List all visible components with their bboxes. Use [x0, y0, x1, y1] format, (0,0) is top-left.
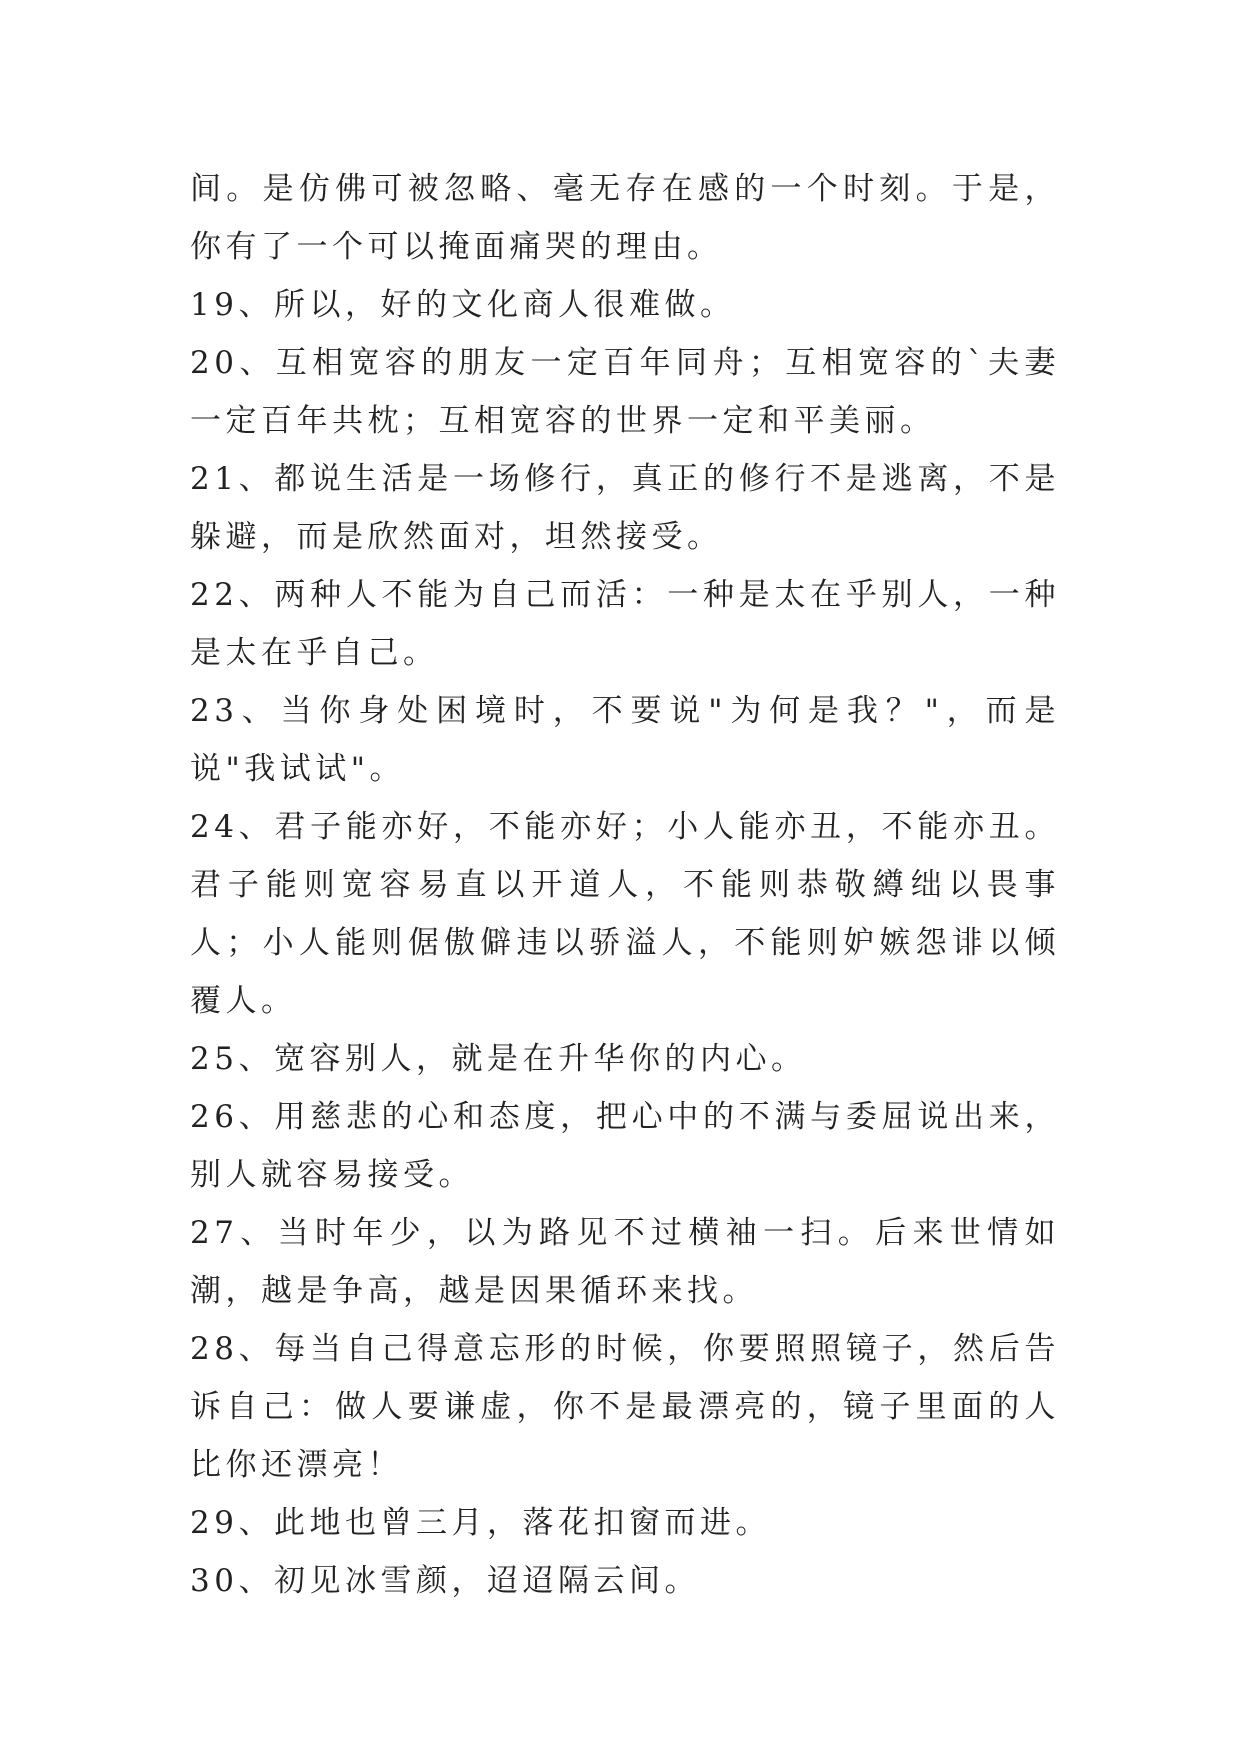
paragraph-29: 29、此地也曾三月，落花扣窗而进。: [190, 1505, 771, 1541]
paragraph-22: 22、两种人不能为自己而活：一种是太在乎别人，一种是太在乎自己。: [190, 577, 1060, 671]
paragraph-19: 19、所以，好的文化商人很难做。: [190, 287, 736, 323]
paragraph-23: 23、当你身处困境时，不要说"为何是我？"，而是说"我试试"。: [190, 693, 1060, 787]
paragraph-28: 28、每当自己得意忘形的时候，你要照照镜子，然后告诉自己：做人要谦虚，你不是最漂亮的，镜子里面的人比你还漂亮！: [190, 1331, 1060, 1483]
paragraph-30: 30、初见冰雪颜，迢迢隔云间。: [190, 1563, 700, 1599]
paragraph-24: 24、君子能亦好，不能亦好；小人能亦丑，不能亦丑。君子能则宽容易直以开道人，不能则恭敬繜绌以畏事人；小人能则倨傲僻违以骄溢人，不能则妒嫉怨诽以倾覆人。: [190, 809, 1060, 1019]
paragraph-26: 26、用慈悲的心和态度，把心中的不满与委屈说出来，别人就容易接受。: [190, 1099, 1060, 1193]
paragraph-21: 21、都说生活是一场修行，真正的修行不是逃离，不是躲避，而是欣然面对，坦然接受。: [190, 461, 1060, 555]
document-body: [190, 160, 1060, 1610]
paragraph-25: 25、宽容别人，就是在升华你的内心。: [190, 1041, 807, 1077]
paragraph-continuation: 间。是仿佛可被忽略、毫无存在感的一个时刻。于是，你有了一个可以掩面痛哭的理由。: [190, 171, 1060, 265]
paragraph-27: 27、当时年少，以为路见不过横袖一扫。后来世情如潮，越是争高，越是因果循环来找。: [190, 1215, 1060, 1309]
paragraph-20: 20、互相宽容的朋友一定百年同舟；互相宽容的`夫妻一定百年共枕；互相宽容的世界一定和平美丽。: [190, 345, 1060, 439]
